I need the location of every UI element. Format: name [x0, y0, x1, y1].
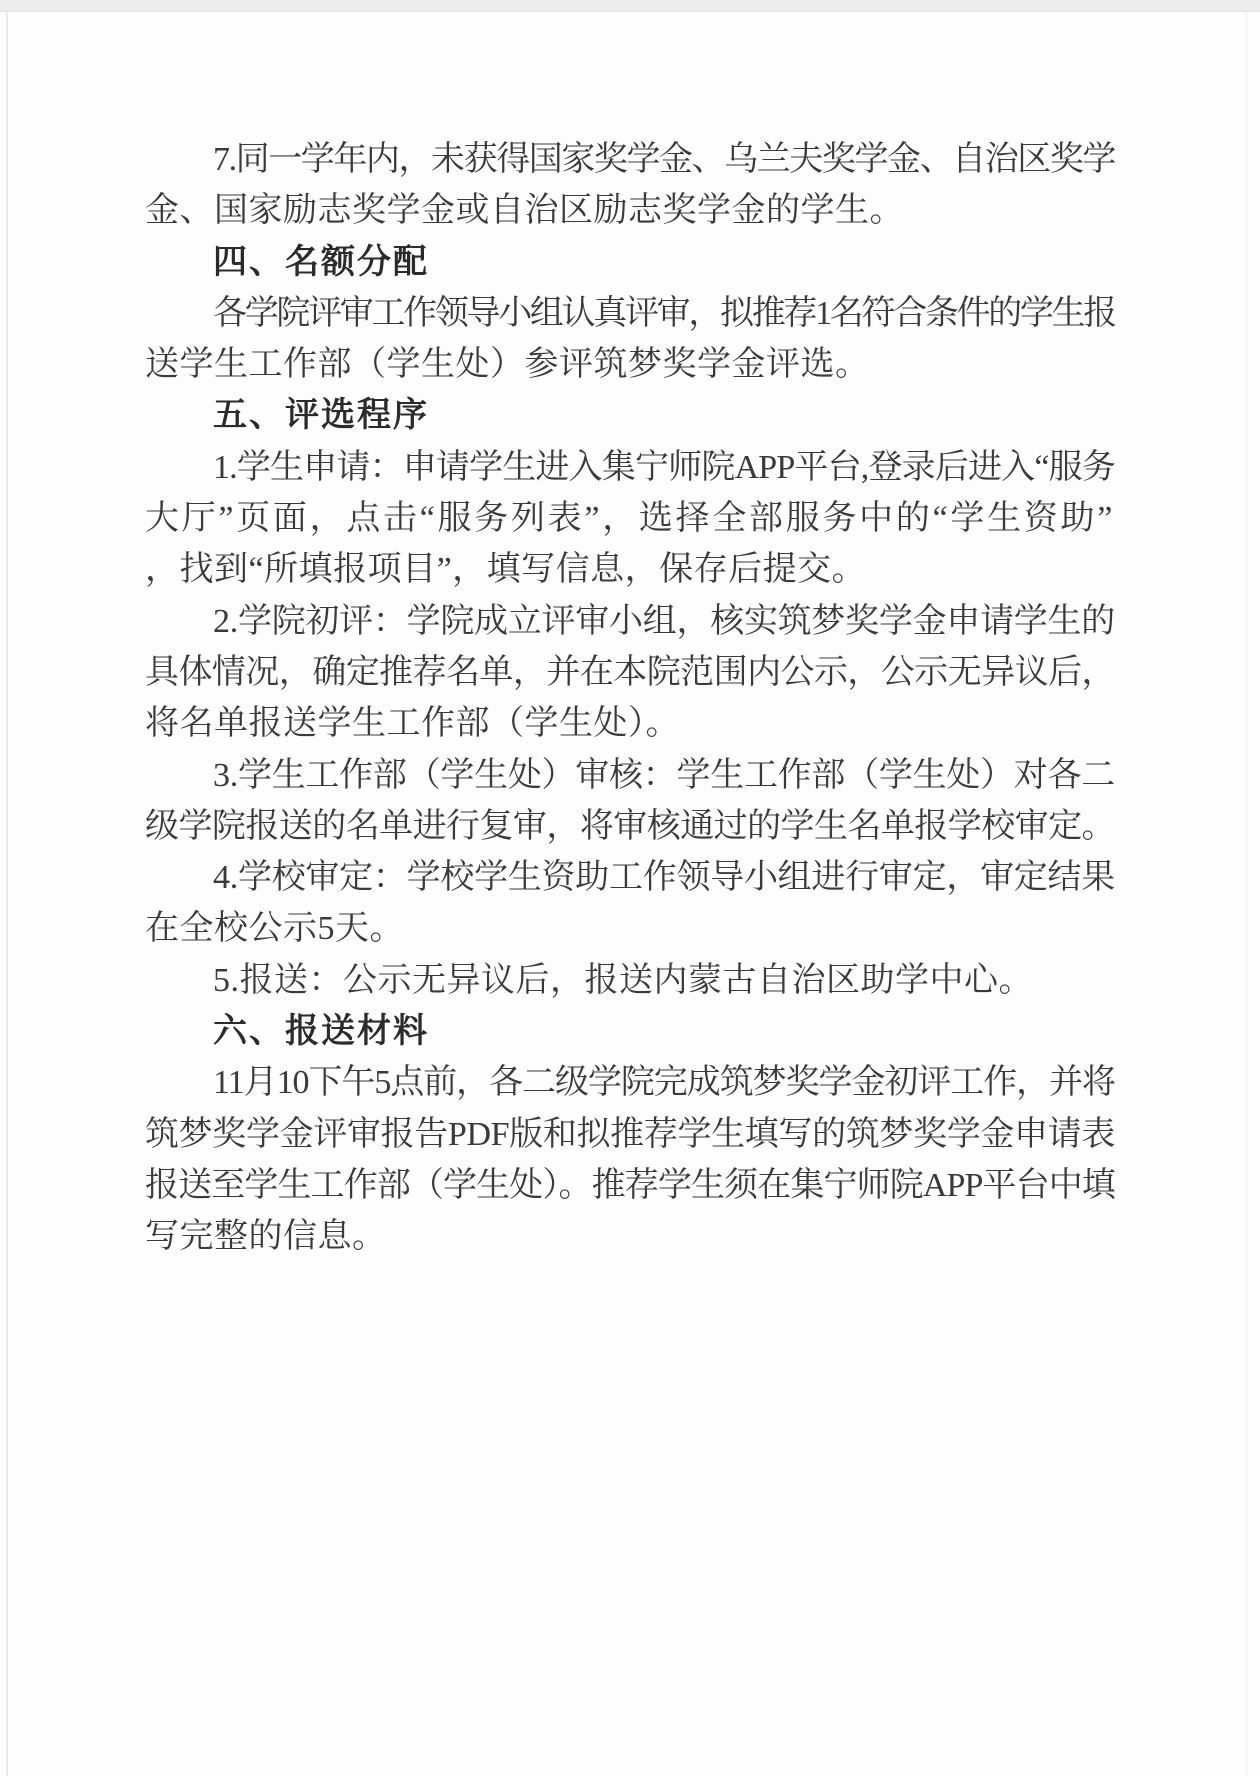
text-line: 筑梦奖学金评审报告PDF版和拟推荐学生填写的筑梦奖学金申请表 — [145, 1115, 1115, 1153]
text-line: 5.报送：公示无异议后，报送内蒙古自治区助学中心。 — [213, 961, 1033, 999]
text-line: 送学生工作部（学生处）参评筑梦奖学金评选。 — [145, 346, 870, 384]
text-line: 4.学校审定：学校学生资助工作领导小组进行审定，审定结果 — [213, 859, 1115, 897]
text-line: 金、国家励志奖学金或自治区励志奖学金的学生。 — [145, 192, 904, 230]
text-line: ，找到“所填报项目”，填写信息，保存后提交。 — [145, 551, 867, 589]
text-line: 级学院报送的名单进行复审，将审核通过的学生名单报学校审定。 — [145, 807, 1115, 845]
text-line: 写完整的信息。 — [145, 1218, 387, 1256]
text-line: 3.学生工作部（学生处）审核：学生工作部（学生处）对各二 — [213, 756, 1115, 794]
scan-right-edge — [1246, 12, 1247, 1776]
section-heading: 五、评选程序 — [213, 396, 429, 435]
text-line: 各学院评审工作领导小组认真评审，拟推荐1名符合条件的学生报 — [213, 294, 1115, 332]
text-line: 将名单报送学生工作部（学生处）。 — [145, 705, 680, 743]
section-heading: 六、报送材料 — [213, 1012, 429, 1051]
section-heading: 四、名额分配 — [213, 242, 429, 281]
text-line: 大厅”页面，点击“服务列表”，选择全部服务中的“学生资助” — [145, 500, 1115, 538]
text-line: 2.学院初评：学院成立评审小组，核实筑梦奖学金申请学生的 — [213, 602, 1115, 640]
text-line: 报送至学生工作部（学生处）。推荐学生须在集宁师院APP平台中填 — [145, 1166, 1115, 1204]
text-line: 1.学生申请：申请学生进入集宁师院APP平台,登录后进入“服务 — [213, 448, 1115, 486]
scan-left-edge — [6, 12, 8, 1776]
text-line: 7.同一学年内，未获得国家奖学金、乌兰夫奖学金、自治区奖学 — [213, 141, 1115, 178]
text-line: 11月10下午5点前，各二级学院完成筑梦奖学金初评工作，并将 — [213, 1064, 1115, 1102]
scan-top-edge — [0, 0, 1260, 12]
document-body — [145, 134, 1115, 1263]
text-line: 在全校公示5天。 — [145, 910, 404, 948]
text-line: 具体情况，确定推荐名单，并在本院范围内公示，公示无异议后， — [145, 653, 1115, 691]
